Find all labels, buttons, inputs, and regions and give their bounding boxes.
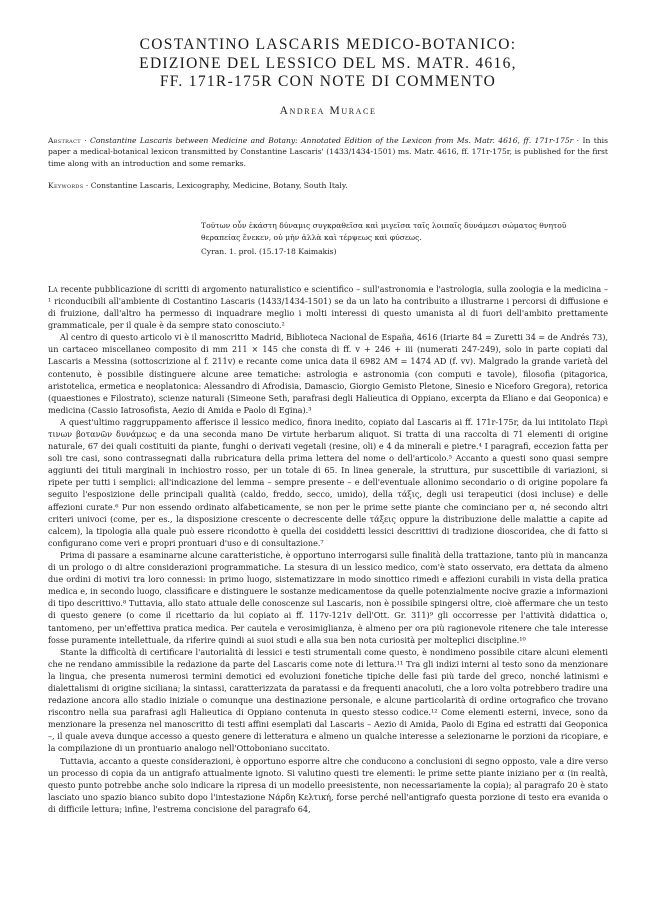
title-line-2: EDIZIONE DEL LESSICO DEL MS. MATR. 4616, bbox=[139, 54, 517, 72]
abstract bbox=[48, 135, 608, 170]
article-body bbox=[48, 283, 608, 815]
keywords-label: Keywords bbox=[48, 181, 84, 191]
paragraph-2: Al centro di questo articolo vi è il manoscritto Madrid, Biblioteca Nacional de España, 4616 (Iriarte 84 = Zuretti 34 = de Andrés 73), un cartaceo miscellaneo composito di mm 211 × 145 che consta di ff. v + 246 + iii (numerati 247-249), solo in parte copiati dal Lascaris a Messina (sottoscrizione al f. 211v) e recante come unica data il 6982 AM = 1474 AD (f. vv). Malgrado la grande varietà del contenuto, è possibile distinguere alcune aree tematiche: astrologia e astronomia (con computi e tavole), filosofia (pitagorica, aristotelica, ermetica e neoplatonica: Alessandro di Afrodisia, Damascio, Giorgio Gemisto Pletone, Sinesio e Niceforo Gregora), retorica (quaestiones e Filostrato), scienze naturali (Simeone Seth, parafrasi degli Halieutica di Oppiano, excerpta da Eliano e dai Geoponica) e medicina (Cassio Iatrosofista, Aezio di Amida e Paolo di Egina).³ bbox=[48, 332, 608, 415]
paragraph-4: Prima di passare a esaminarne alcune caratteristiche, è opportuno interrogarsi sulle finalità della trattazione, tanto più in mancanza di un prologo o di altre considerazioni programmatiche. La stesura di un lessico medico, com'è stato osservato, era dettata da almeno due ordini di motivi tra loro connessi: in primo luogo, sistematizzare in modo sinottico rimedi e affezioni curabili in vista della pratica medica e, in secondo luogo, classificare e distinguere le sostanze medicamentose da quelle potenzialmente nocive grazie a informazioni di tipo descrittivo.⁸ Tuttavia, allo stato attuale delle conoscenze sul Lascaris, non è possibile spingersi oltre, cioè affermare che un testo di questo genere (o come il ricettario da lui copiato ai ff. 117v-121v dell'Ott. Gr. 311)⁹ gli occorresse per l'attività didattica o, tantomeno, per un'effettiva pratica medica. Per cautela e verosimiglianza, è almeno per ora più ragionevole ritenere che tale interesse fosse puramente intellettuale, da riferire quindi ai suoi studi e alla sua ben nota curiosità per molteplici discipline.¹⁰ bbox=[48, 549, 608, 645]
epigraph-source: Cyran. 1. prol. (15.17-18 Kaimakis) bbox=[201, 246, 337, 256]
paragraph-1-dropcap: La bbox=[48, 283, 58, 294]
keywords bbox=[48, 180, 608, 192]
abstract-separator: · bbox=[80, 135, 91, 145]
abstract-title: Constantine Lascaris between Medicine and Botany: Annotated Edition of the Lexicon from Ms. Matr. 4616, ff. 171r-175r bbox=[90, 135, 574, 145]
paragraph-1 bbox=[48, 283, 608, 331]
abstract-label: Abstract bbox=[48, 135, 81, 145]
title-line-3: FF. 171R-175R CON NOTE DI COMMENTO bbox=[159, 73, 497, 90]
abstract-text: · In this paper a medical-botanical lexicon transmitted by Constantine Lascaris' (1433/1434-1501) ms. Matr. 4616, ff. 171r-175r, is published for the first time along with an introduction and some remarks. bbox=[48, 135, 608, 168]
paragraph-3: A quest'ultimo raggruppamento afferisce il lessico medico, finora inedito, copiato dal Lascaris ai ff. 171r-175r, da lui intitolato Περὶ τινων βοτανῶν δυνάμεως e da una seconda mano De virtute herbarum aliquot. Si tratta di una raccolta di 71 elementi di origine naturale, 67 dei quali costituiti da piante, funghi o derivati vegetali (resine, oli) e 4 da minerali e pietre.⁴ I paragrafi, eccezion fatta per soli tre casi, sono contrassegnati dalla rubricatura della prima lettera del nome o dell'articolo.⁵ Accanto a questi sono quasi sempre aggiunti dei tituli marginali in inchiostro rosso, per un totale di 65. In linea generale, la struttura, pur suscettibile di variazioni, si ripete per tutti i semplici: all'indicazione del lemma – sempre presente – e dell'eventuale allonimo secondario o di origine popolare fa seguito l'esposizione delle principali qualità (caldo, freddo, secco, umido), della τάξις, degli usi terapeutici (dosi incluse) e delle affezioni curate.⁶ Pur non essendo ordinato alfabeticamente, se non per le prime sette piante che cominciano per α, né secondo altri criteri univoci (come, per es., la disposizione crescente o decrescente delle τάξεις oppure la distribuzione delle malattie a capite ad calcem), la tipologia alla quale può essere ricondotto è quella dei cosiddetti lessici descrittivi di tradizione dioscoridea, che di fatto si configurano come veri e propri prontuari d'uso e di consultazione.⁷ bbox=[48, 416, 608, 548]
epigraph-line-2: θεραπείας ἕνεκεν, οὐ μὴν ἀλλὰ καὶ τέρψεως καὶ φύσεως. bbox=[201, 232, 422, 242]
author-name: Andrea Murace bbox=[279, 104, 377, 117]
keywords-separator: · bbox=[83, 181, 91, 191]
paragraph-1-text: recente pubblicazione di scritti di argomento naturalistico e scientifico – sull'astronomia e l'astrologia, sulla zoologia e la medicina –¹ riconducibili all'ambiente di Costantino Lascaris (1433/1434-1501) se da un lato ha contribuito a illustrarne i percorsi di diffusione e di fruizione, dall'altro ha permesso di inquadrare meglio i molti interessi di questo umanista al di fuori dell'ambito prettamente grammaticale, per il quale è da sempre stato conosciuto.² bbox=[48, 283, 608, 331]
paragraph-6: Tuttavia, accanto a queste considerazioni, è opportuno esporre altre che conducono a conclusioni di segno opposto, vale a dire verso un processo di copia da un antigrafo attualmente ignoto. Si valutino questi tre elementi: le prime sette piante iniziano per α (in realtà, questo punto potrebbe anche solo indicare la ripresa di un modello preesistente, non necessariamente la copia); al paragrafo 20 è stato lasciato uno spazio bianco subito dopo l'intestazione Νάρδη Κελτική, forse perché nell'antigrafo questa porzione di testo era evanida o di difficile lettura; infine, l'estrema concisione del paragrafo 64, bbox=[48, 755, 608, 814]
epigraph bbox=[201, 220, 608, 258]
title-line-1: COSTANTINO LASCARIS MEDICO-BOTANICO: bbox=[139, 36, 517, 53]
article-title bbox=[48, 36, 608, 92]
paragraph-5: Stante la difficoltà di certificare l'autorialità di lessici e testi strumentali come questo, è nondimeno possibile citare alcuni elementi che ne rendano ammissibile la redazione da parte del Lascaris come note di lettura.¹¹ Tra gli indizi interni al testo sono da menzionare la lingua, che presenta numerosi termini demotici ed evoluzioni fonetiche tipiche delle fasi più tarde del greco, nonché latinismi e dialettalismi di origine siciliana; la sintassi, caratterizzata da paratassi e da frequenti anacoluti, che a loro volta potrebbero tradire una redazione ancora allo stadio iniziale o comunque una destinazione personale, e alcune particolarità di ordine ortografico che trovano riscontro nella sua parafrasi agli Halieutica di Oppiano contenuta in questo stesso codice.¹² Come elementi esterni, invece, sono da menzionare la presenza nel manoscritto di testi affini esemplati dal Lascaris – Aezio di Amida, Paolo di Egina ed estratti dai Geoponica –, il quale aveva dunque accesso a questo genere di letteratura e almeno un qualche interesse a selezionarne le porzioni da ricopiare, e la compilazione di un prontuario analogo nell'Ottoboniano succitato. bbox=[48, 646, 608, 754]
epigraph-line-1: Τούτων οὖν ἑκάστη δύναμις συγκραθεῖσα καὶ μιγεῖσα ταῖς λοιπαῖς δυνάμεσι σώματος θνητοῦ bbox=[201, 220, 567, 230]
keywords-text: Constantine Lascaris, Lexicography, Medicine, Botany, South Italy. bbox=[90, 181, 348, 191]
